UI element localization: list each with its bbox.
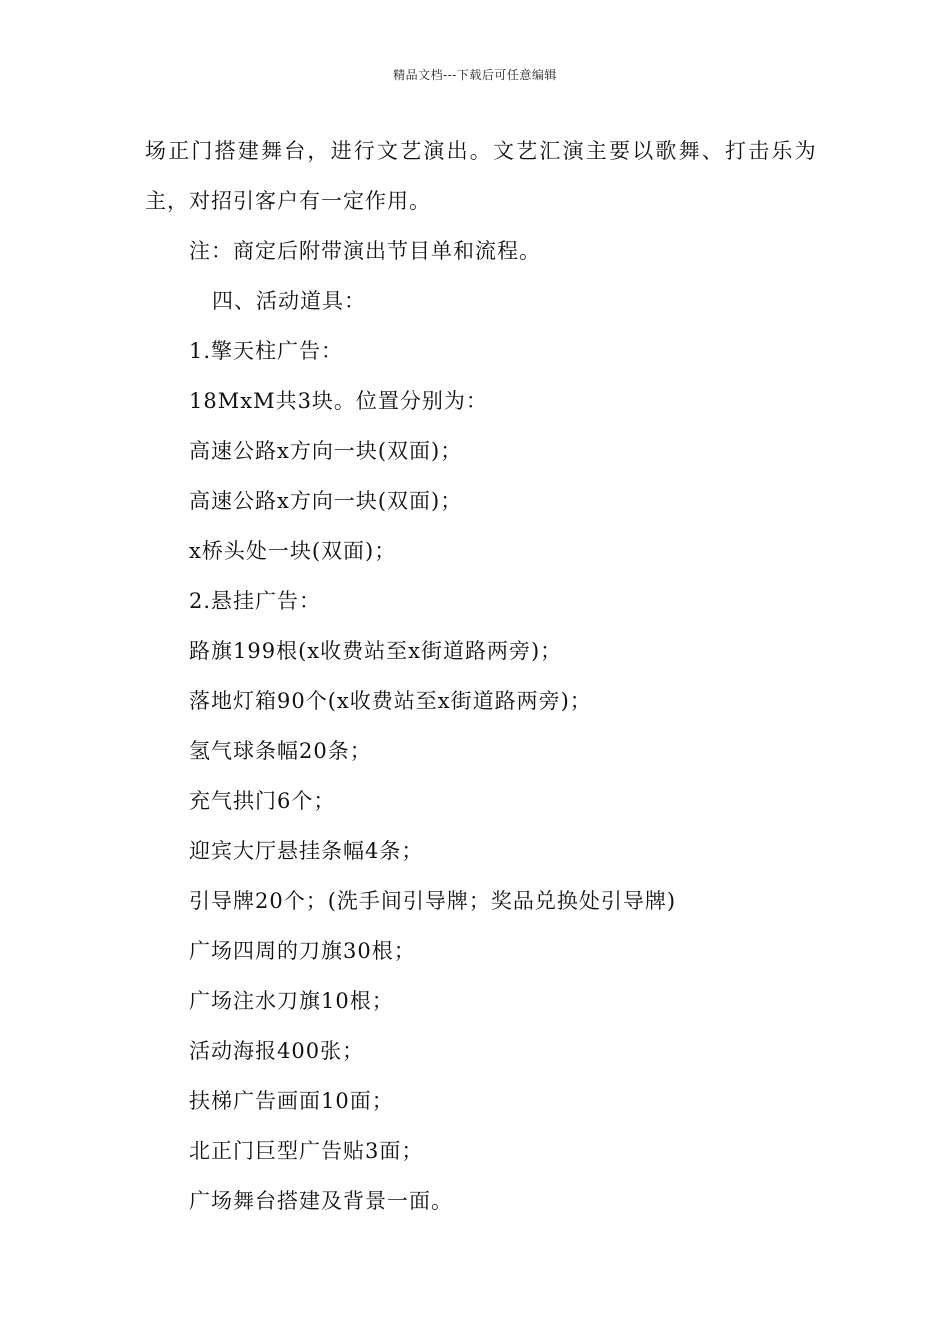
- page-header: 精品文档---下载后可任意编辑: [393, 68, 557, 82]
- paragraph-line: 场正门搭建舞台，进行文艺演出。文艺汇演主要以歌舞、打击乐为: [145, 139, 818, 163]
- list-item: 18MxM共3块。位置分别为：: [189, 389, 488, 413]
- list-item: 广场注水刀旗10根；: [189, 989, 394, 1013]
- list-item: 路旗199根(x收费站至x街道路两旁)；: [189, 639, 563, 663]
- list-item: 引导牌20个；(洗手间引导牌；奖品兑换处引导牌): [189, 889, 677, 913]
- subsection-heading: 2.悬挂广告：: [189, 589, 322, 613]
- list-item: 广场舞台搭建及背景一面。: [189, 1189, 453, 1213]
- paragraph-line: 主，对招引客户有一定作用。: [145, 189, 431, 213]
- list-item: 活动海报400张；: [189, 1039, 365, 1063]
- subsection-heading: 1.擎天柱广告：: [189, 339, 344, 363]
- list-item: 氢气球条幅20条；: [189, 739, 372, 763]
- list-item: 北正门巨型广告贴3面；: [189, 1139, 424, 1163]
- list-item: 充气拱门6个；: [189, 789, 336, 813]
- list-item: x桥头处一块(双面)；: [189, 539, 397, 563]
- list-item: 落地灯箱90个(x收费站至x街道路两旁)；: [189, 689, 592, 713]
- section-heading: 四、活动道具：: [212, 289, 366, 313]
- list-item: 广场四周的刀旗30根；: [189, 939, 416, 963]
- list-item: 高速公路x方向一块(双面)；: [189, 439, 463, 463]
- list-item: 高速公路x方向一块(双面)；: [189, 489, 463, 513]
- note-line: 注：商定后附带演出节目单和流程。: [189, 239, 541, 263]
- list-item: 扶梯广告画面10面；: [189, 1089, 394, 1113]
- list-item: 迎宾大厅悬挂条幅4条；: [189, 839, 424, 863]
